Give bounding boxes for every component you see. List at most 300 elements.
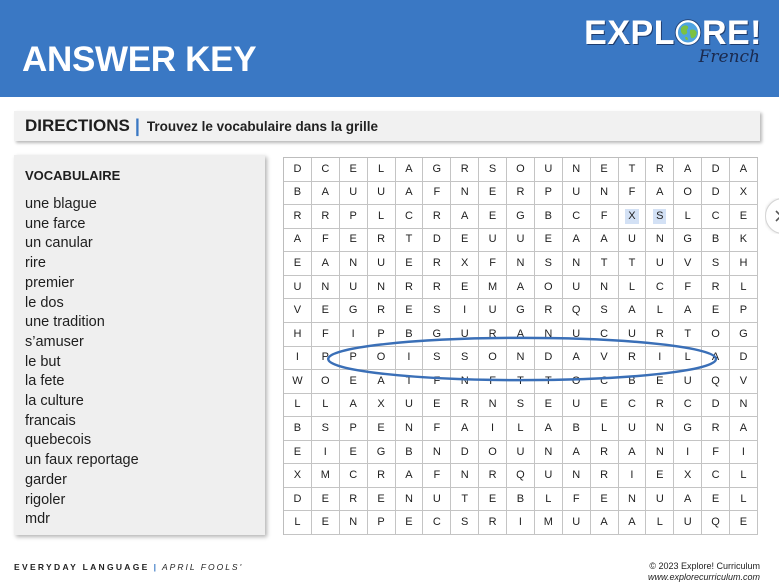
- grid-cell: [312, 347, 340, 371]
- grid-cell: [284, 182, 312, 206]
- grid-cell: [535, 158, 563, 182]
- grid-cell: [479, 299, 507, 323]
- grid-letter: T: [684, 327, 692, 340]
- grid-cell: [619, 182, 647, 206]
- grid-cell: [340, 252, 368, 276]
- grid-cell: [619, 229, 647, 253]
- grid-cell: [396, 488, 424, 512]
- grid-letter: F: [684, 280, 692, 293]
- grid-letter: I: [351, 327, 355, 340]
- grid-cell: [646, 511, 674, 535]
- grid-letter: A: [405, 162, 413, 175]
- grid-letter: E: [739, 516, 748, 529]
- grid-letter: I: [630, 469, 634, 482]
- grid-letter: X: [377, 398, 385, 411]
- grid-cell: [591, 229, 619, 253]
- grid-letter: U: [683, 374, 692, 387]
- grid-letter: B: [405, 327, 413, 340]
- grid-letter: Q: [571, 304, 581, 317]
- grid-letter: R: [293, 209, 302, 222]
- grid-letter: O: [488, 351, 497, 364]
- grid-letter: R: [711, 421, 720, 434]
- grid-letter: C: [349, 469, 358, 482]
- grid-letter: B: [405, 445, 413, 458]
- grid-letter: N: [321, 280, 330, 293]
- grid-letter: O: [571, 374, 581, 387]
- grid-letter: E: [711, 492, 720, 505]
- grid-cell: [312, 276, 340, 300]
- grid-letter: R: [488, 516, 497, 529]
- grid-letter: N: [404, 421, 413, 434]
- grid-cell: [674, 205, 702, 229]
- grid-letter: F: [321, 327, 329, 340]
- grid-cell: [507, 370, 535, 394]
- grid-letter: N: [460, 469, 469, 482]
- grid-letter: E: [321, 516, 329, 529]
- grid-letter: N: [377, 280, 386, 293]
- grid-letter: E: [600, 398, 608, 411]
- grid-letter: A: [293, 233, 302, 246]
- grid-letter: S: [321, 421, 329, 434]
- grid-letter: A: [516, 327, 525, 340]
- grid-cell: [423, 252, 451, 276]
- grid-cell: [368, 182, 396, 206]
- grid-cell: [563, 441, 591, 465]
- grid-letter: I: [686, 445, 690, 458]
- grid-letter: N: [349, 257, 358, 270]
- grid-letter: F: [433, 374, 441, 387]
- grid-letter: C: [655, 280, 664, 293]
- grid-letter: S: [516, 398, 525, 411]
- grid-letter: O: [488, 445, 497, 458]
- grid-cell: [563, 464, 591, 488]
- grid-letter: A: [349, 398, 357, 411]
- grid-letter: D: [293, 492, 302, 505]
- grid-cell: [284, 464, 312, 488]
- grid-letter: B: [293, 421, 302, 434]
- grid-cell: [535, 229, 563, 253]
- grid-cell: [423, 347, 451, 371]
- grid-letter: E: [377, 492, 385, 505]
- grid-letter: F: [489, 374, 496, 387]
- grid-cell: [284, 299, 312, 323]
- grid-letter: E: [739, 209, 748, 222]
- grid-cell: [423, 299, 451, 323]
- grid-letter: D: [544, 351, 553, 364]
- grid-letter: A: [572, 351, 580, 364]
- grid-cell: [423, 205, 451, 229]
- grid-letter: F: [489, 257, 496, 270]
- highlighted-letter: X: [625, 209, 638, 224]
- grid-cell: [396, 347, 424, 371]
- grid-letter: C: [432, 516, 441, 529]
- grid-letter: E: [600, 492, 608, 505]
- grid-letter: U: [572, 398, 581, 411]
- grid-letter: F: [600, 209, 608, 222]
- grid-cell: [646, 394, 674, 418]
- grid-letter: D: [293, 162, 302, 175]
- grid-cell: [479, 276, 507, 300]
- grid-letter: A: [600, 516, 608, 529]
- grid-cell: [591, 347, 619, 371]
- grid-cell: [730, 323, 758, 347]
- grid-letter: U: [460, 327, 469, 340]
- grid-cell: [535, 299, 563, 323]
- grid-letter: A: [461, 421, 469, 434]
- grid-letter: A: [544, 421, 552, 434]
- grid-cell: [423, 488, 451, 512]
- header: [0, 0, 779, 97]
- grid-cell: [730, 182, 758, 206]
- grid-letter: R: [655, 327, 664, 340]
- grid-letter: L: [601, 421, 608, 434]
- directions-bar: [14, 111, 760, 141]
- grid-letter: U: [516, 233, 525, 246]
- grid-letter: U: [572, 516, 581, 529]
- grid-cell: [674, 182, 702, 206]
- vocab-item: rigoler: [25, 491, 66, 508]
- grid-cell: [535, 205, 563, 229]
- grid-cell: [479, 394, 507, 418]
- grid-cell: [507, 488, 535, 512]
- grid-cell: [646, 441, 674, 465]
- grid-cell: [646, 205, 674, 229]
- grid-letter: S: [433, 304, 441, 317]
- grid-letter: L: [517, 421, 524, 434]
- grid-cell: [674, 464, 702, 488]
- grid-letter: B: [628, 374, 636, 387]
- grid-letter: R: [600, 469, 609, 482]
- grid-cell: [423, 276, 451, 300]
- grid-letter: C: [404, 209, 413, 222]
- grid-cell: [535, 441, 563, 465]
- grid-cell: [368, 347, 396, 371]
- grid-letter: E: [461, 233, 469, 246]
- grid-cell: [507, 347, 535, 371]
- grid-letter: O: [544, 280, 553, 293]
- grid-letter: U: [655, 257, 664, 270]
- grid-cell: [507, 205, 535, 229]
- grid-letter: U: [349, 186, 358, 199]
- grid-letter: G: [516, 304, 525, 317]
- grid-letter: R: [432, 280, 441, 293]
- grid-cell: [619, 417, 647, 441]
- grid-letter: U: [293, 280, 302, 293]
- grid-letter: G: [683, 421, 692, 434]
- grid-cell: [674, 276, 702, 300]
- grid-letter: D: [711, 398, 720, 411]
- grid-letter: H: [739, 257, 748, 270]
- grid-letter: L: [684, 209, 691, 222]
- grid-cell: [479, 488, 507, 512]
- grid-cell: [646, 417, 674, 441]
- grid-cell: [674, 441, 702, 465]
- grid-cell: [563, 511, 591, 535]
- grid-letter: T: [517, 374, 524, 387]
- grid-cell: [535, 464, 563, 488]
- grid-cell: [284, 347, 312, 371]
- grid-cell: [674, 299, 702, 323]
- grid-letter: P: [349, 351, 357, 364]
- grid-letter: O: [711, 327, 720, 340]
- grid-letter: F: [433, 421, 441, 434]
- grid-letter: A: [684, 304, 692, 317]
- grid-row: [284, 276, 758, 300]
- grid-letter: A: [321, 257, 329, 270]
- grid-cell: [340, 417, 368, 441]
- footer-unit-label: [14, 562, 243, 573]
- grid-cell: [340, 441, 368, 465]
- grid-cell: [674, 488, 702, 512]
- grid-letter: S: [461, 351, 469, 364]
- grid-cell: [507, 323, 535, 347]
- grid-letter: E: [349, 445, 357, 458]
- grid-cell: [451, 276, 479, 300]
- page-title: ANSWER KEY: [22, 40, 257, 79]
- grid-letter: U: [516, 445, 525, 458]
- grid-cell: [423, 417, 451, 441]
- grid-letter: U: [572, 186, 581, 199]
- grid-letter: U: [627, 327, 636, 340]
- grid-letter: U: [544, 469, 553, 482]
- grid-cell: [368, 511, 396, 535]
- grid-row: [284, 229, 758, 253]
- grid-letter: N: [516, 257, 525, 270]
- grid-letter: A: [628, 304, 636, 317]
- grid-cell: [563, 417, 591, 441]
- grid-letter: U: [572, 327, 581, 340]
- grid-letter: N: [572, 162, 581, 175]
- grid-letter: N: [488, 398, 497, 411]
- grid-letter: E: [349, 233, 357, 246]
- grid-cell: [535, 323, 563, 347]
- grid-letter: A: [572, 445, 580, 458]
- grid-letter: B: [516, 492, 525, 505]
- grid-cell: [591, 464, 619, 488]
- grid-letter: U: [432, 492, 441, 505]
- highlighted-letter: S: [653, 209, 666, 224]
- grid-cell: [702, 488, 730, 512]
- grid-cell: [591, 252, 619, 276]
- grid-letter: N: [627, 492, 636, 505]
- grid-letter: F: [628, 186, 636, 199]
- grid-letter: I: [323, 445, 327, 458]
- grid-cell: [368, 299, 396, 323]
- grid-cell: [563, 347, 591, 371]
- grid-cell: [591, 417, 619, 441]
- grid-letter: R: [600, 445, 609, 458]
- grid-cell: [479, 205, 507, 229]
- grid-cell: [619, 252, 647, 276]
- grid-cell: [312, 182, 340, 206]
- grid-cell: [312, 441, 340, 465]
- grid-cell: [507, 276, 535, 300]
- grid-letter: I: [518, 516, 522, 529]
- grid-letter: I: [407, 351, 411, 364]
- grid-letter: L: [294, 398, 301, 411]
- grid-cell: [702, 182, 730, 206]
- grid-cell: [730, 205, 758, 229]
- grid-cell: [591, 370, 619, 394]
- grid-row: [284, 488, 758, 512]
- grid-cell: [507, 394, 535, 418]
- grid-cell: [451, 394, 479, 418]
- grid-cell: [340, 370, 368, 394]
- grid-letter: N: [460, 186, 469, 199]
- grid-letter: D: [711, 186, 720, 199]
- grid-letter: S: [433, 351, 441, 364]
- grid-letter: E: [293, 445, 302, 458]
- grid-cell: [646, 464, 674, 488]
- grid-cell: [284, 370, 312, 394]
- grid-cell: [368, 323, 396, 347]
- vocab-item: premier: [25, 274, 75, 291]
- grid-cell: [368, 417, 396, 441]
- grid-cell: [368, 441, 396, 465]
- grid-letter: P: [544, 186, 552, 199]
- vocab-list: [25, 195, 265, 530]
- grid-cell: [451, 205, 479, 229]
- grid-letter: A: [739, 162, 748, 175]
- grid-cell: [619, 441, 647, 465]
- grid-cell: [674, 511, 702, 535]
- grid-cell: [396, 394, 424, 418]
- grid-letter: X: [293, 469, 302, 482]
- grid-row: [284, 323, 758, 347]
- grid-cell: [451, 323, 479, 347]
- grid-cell: [730, 299, 758, 323]
- grid-cell: [423, 370, 451, 394]
- grid-cell: [368, 276, 396, 300]
- grid-cell: [312, 417, 340, 441]
- grid-cell: [619, 394, 647, 418]
- grid-cell: [507, 511, 535, 535]
- grid-letter: D: [432, 233, 441, 246]
- grid-letter: F: [712, 445, 719, 458]
- grid-letter: D: [711, 162, 720, 175]
- grid-cell: [479, 229, 507, 253]
- grid-letter: M: [320, 469, 330, 482]
- grid-cell: [451, 464, 479, 488]
- grid-letter: Q: [516, 469, 525, 482]
- grid-cell: [479, 323, 507, 347]
- grid-letter: S: [711, 257, 720, 270]
- grid-cell: [312, 252, 340, 276]
- grid-cell: [396, 182, 424, 206]
- grid-letter: E: [488, 209, 497, 222]
- grid-letter: O: [683, 186, 692, 199]
- grid-letter: S: [600, 304, 608, 317]
- copyright: © 2023 Explore! Curriculum: [649, 561, 760, 571]
- grid-cell: [591, 158, 619, 182]
- grid-cell: [563, 252, 591, 276]
- grid-cell: [284, 252, 312, 276]
- grid-letter: A: [739, 421, 748, 434]
- grid-letter: E: [405, 257, 413, 270]
- grid-letter: N: [655, 421, 664, 434]
- grid-cell: [507, 441, 535, 465]
- grid-letter: U: [349, 280, 358, 293]
- grid-letter: R: [377, 233, 386, 246]
- vocab-item: garder: [25, 471, 67, 488]
- grid-cell: [702, 252, 730, 276]
- grid-cell: [451, 347, 479, 371]
- grid-cell: [563, 205, 591, 229]
- grid-cell: [591, 394, 619, 418]
- next-page-button[interactable]: [765, 198, 779, 234]
- grid-cell: [646, 252, 674, 276]
- grid-cell: [312, 394, 340, 418]
- grid-cell: [368, 464, 396, 488]
- grid-cell: [702, 158, 730, 182]
- grid-cell: [368, 370, 396, 394]
- grid-cell: [284, 441, 312, 465]
- vocab-item: une blague: [25, 196, 97, 212]
- grid-cell: [702, 417, 730, 441]
- vocab-item: une farce: [25, 215, 86, 232]
- grid-letter: F: [433, 469, 441, 482]
- grid-cell: [284, 205, 312, 229]
- grid-cell: [674, 370, 702, 394]
- grid-letter: I: [295, 351, 299, 364]
- grid-letter: T: [628, 257, 636, 270]
- directions-label: DIRECTIONS: [25, 116, 130, 135]
- grid-cell: [396, 158, 424, 182]
- grid-letter: V: [600, 351, 608, 364]
- globe-icon: [675, 16, 702, 50]
- footer-credits: [648, 561, 760, 583]
- grid-letter: D: [460, 445, 469, 458]
- grid-cell: [535, 417, 563, 441]
- grid-letter: R: [432, 257, 441, 270]
- grid-letter: A: [405, 186, 413, 199]
- vocab-item: francais: [25, 412, 76, 429]
- grid-cell: [312, 158, 340, 182]
- grid-letter: A: [516, 280, 525, 293]
- grid-letter: R: [377, 304, 386, 317]
- grid-cell: [619, 158, 647, 182]
- grid-letter: T: [600, 257, 608, 270]
- grid-cell: [312, 464, 340, 488]
- grid-letter: G: [739, 327, 748, 340]
- grid-letter: B: [544, 209, 552, 222]
- grid-letter: X: [461, 257, 469, 270]
- grid-letter: U: [377, 257, 386, 270]
- grid-cell: [563, 394, 591, 418]
- grid-letter: S: [461, 516, 469, 529]
- grid-cell: [340, 511, 368, 535]
- grid-cell: [646, 370, 674, 394]
- grid-letter: E: [461, 280, 469, 293]
- grid-letter: E: [656, 469, 664, 482]
- grid-letter: E: [293, 257, 302, 270]
- grid-letter: T: [628, 162, 636, 175]
- grid-letter: U: [655, 492, 664, 505]
- grid-cell: [396, 229, 424, 253]
- logo-wordmark: EXPL RE!: [584, 14, 762, 52]
- grid-letter: E: [405, 304, 413, 317]
- grid-cell: [451, 488, 479, 512]
- grid-cell: [396, 511, 424, 535]
- logo-subtitle: French: [698, 47, 760, 67]
- grid-letter: P: [349, 209, 357, 222]
- grid-cell: [451, 511, 479, 535]
- grid-row: [284, 394, 758, 418]
- grid-cell: [702, 394, 730, 418]
- grid-cell: [702, 323, 730, 347]
- vocab-item: quebecois: [25, 432, 92, 449]
- vocabulary-title: VOCABULAIRE: [25, 168, 121, 183]
